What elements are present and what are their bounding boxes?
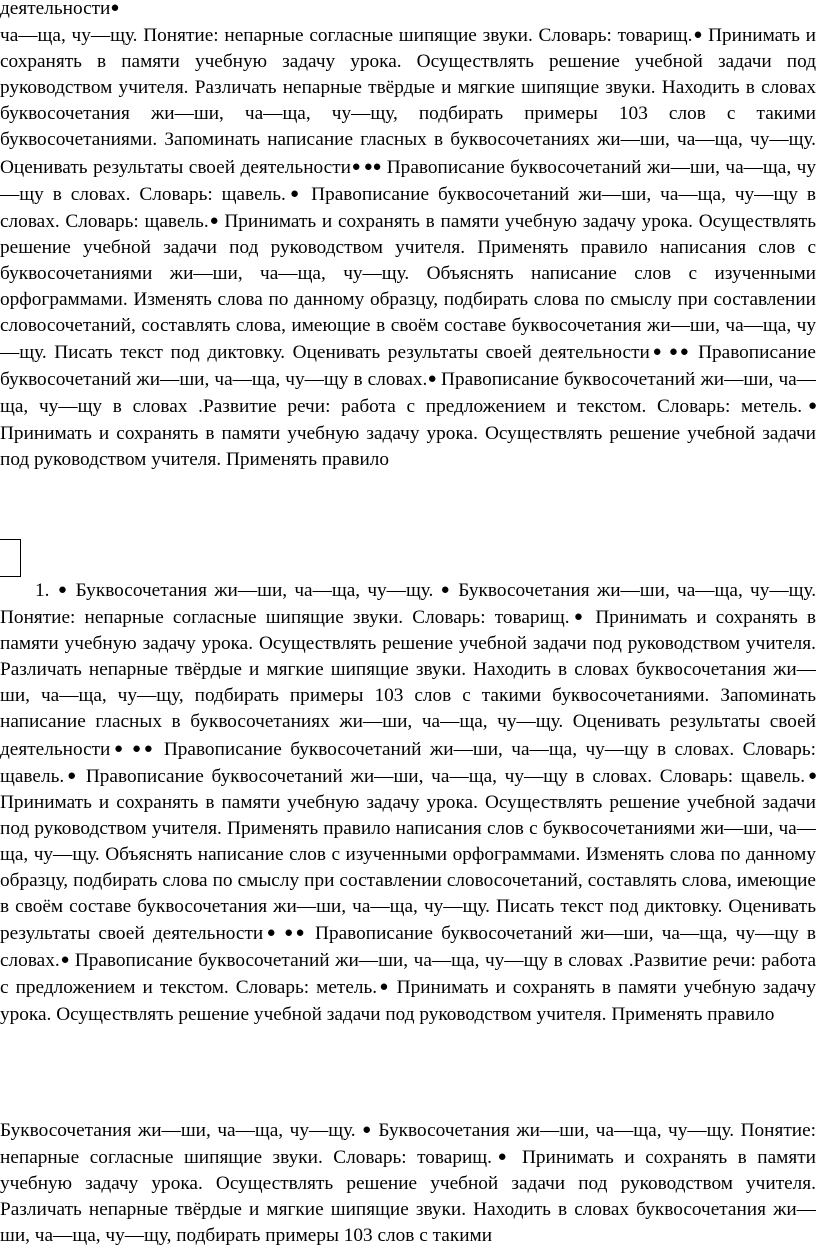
bullet-icon: ● ●● [350, 158, 382, 175]
bullet-icon: ● [377, 979, 390, 996]
text-segment: Буквосочетания жи—ши, ча—ща, чу—щу. [68, 580, 441, 601]
text-segment: Принимать и сохранять в памяти учебную задачу урока. Осуществлять решение учебной задачи под руководством учителя. Различать непарные твёрдые и мягкие шипящие звуки. Находить в словах буквосочетания жи—ши, ча—ща, чу—щу, подбирать примеры 103 слов с такими [0, 1147, 816, 1247]
bullet-icon: ● [427, 371, 436, 388]
bullet-icon: ● [59, 952, 70, 969]
text-segment: ча—ща, чу—щу. Понятие: непарные согласные шипящие звуки. Словарь: товарищ. [0, 25, 693, 47]
text-segment: Принимать и сохранять в памяти учебную задачу урока. Осуществлять решение учебной задачи под руководством учителя. Различать непарные твёрдые и мягкие шипящие звуки. Находить в словах буквосочетания жи—ши, ча—ща, чу—щу, подбирать примеры 103 слов с такими буквосочетаниями. Запоминать написание гласных в буквосочетаниях жи—ши, ча—ща, чу—щу. Оценивать результаты своей деятельности [0, 25, 816, 178]
text-segment: Правописание буквосочетаний жи—ши, ча—ща, чу—щу в словах .Развитие речи: работа с предложением и текстом. Словарь: метель. [0, 950, 816, 999]
bullet-icon: ● [208, 212, 219, 229]
text-segment: Правописание буквосочетаний жи—ши, ча—ща, чу—щу в словах. [0, 342, 816, 391]
text-segment: деятельности [0, 0, 111, 19]
text-segment: Правописание буквосочетаний жи—ши, ча—ща, чу—щу в словах. Словарь: щавель. [78, 765, 806, 787]
bullet-icon: ● [491, 1149, 512, 1166]
list-number: 1. [35, 580, 50, 601]
bullet-icon: ● [110, 0, 119, 16]
text-segment: Принимать и сохранять в памяти учебную задачу урока. Осуществлять решение учебной задачи под руководством учителя. Различать непарные твёрдые и мягкие шипящие звуки. Находить в словах буквосочетания жи—ши, ча—ща, чу—щу, подбирать примеры 103 слов с такими буквосочетаниями. Запоминать написание гласных в буквосочетаниях жи—ши, ча—ща, чу—щу. Оценивать результаты своей деятельности [0, 607, 816, 760]
text-segment: Принимать и сохранять в памяти учебную задачу урока. Осуществлять решение учебной задачи под руководством учителя. Применять правило написания слов с буквосочетаниями жи—ши, ча—ща, чу—щу. Объяснять написание слов с изученными орфограммами. Изменять слова по данному образцу, подбирать слова по смыслу при составлении словосочетаний, составлять слова, имеющие в своём составе буквосочетания жи—ши, ча—ща, чу—щу. Писать текст под диктовку. Оценивать результаты своей деятельности [0, 210, 816, 364]
text-segment: Буквосочетания жи—ши, ча—ща, чу—щу. Понятие: непарные согласные шипящие звуки. Словарь: товарищ. [0, 1120, 816, 1169]
list-item-1 [0, 577, 816, 1028]
text-segment: Принимать и сохранять в памяти учебную задачу урока. Осуществлять решение учебной задачи под руководством учителя. Применять правило написания слов с буквосочетаниями жи—ши, ча—ща, чу—щу. Объяснять написание слов с изученными орфограммами. Изменять слова по данному образцу, подбирать слова по смыслу при составлении словосочетаний, составлять слова, имеющие в своём составе буквосочетания жи—ши, ча—ща, чу—щу. Писать текст под диктовку. Оценивать результаты своей деятельности [0, 791, 816, 945]
bullet-icon: ● [362, 1122, 372, 1138]
bullet-icon: ● [802, 398, 816, 415]
bullet-icon: ● [285, 185, 303, 202]
paragraph-3 [0, 1117, 816, 1249]
bullet-icon: ● [55, 582, 69, 598]
text-segment: Принимать и сохранять в памяти учебную задачу урока. Осуществлять решение учебной задачи под руководством учителя. Применять правило [0, 422, 816, 470]
bullet-icon: ● ●● [110, 740, 156, 757]
paragraph-1 [0, 0, 816, 473]
text-segment: Буквосочетания жи—ши, ча—ща, чу—щу. [0, 1120, 363, 1141]
bullet-icon: ● ●● [649, 344, 691, 361]
bullet-icon: ● [440, 582, 452, 598]
bullet-icon: ● [569, 609, 587, 626]
bullet-icon: ● ●● [263, 925, 307, 942]
text-segment: Правописание буквосочетаний жи—ши, ча—ща, чу—щу в словах. Словарь: щавель. [0, 156, 816, 205]
bullet-icon: ● [805, 767, 816, 784]
text-segment: Правописание буквосочетаний жи—ши, ча—ща, чу—щу в словах .Развитие речи: работа с предложением и текстом. Словарь: метель. [0, 369, 816, 418]
bullet-icon: ● [64, 767, 79, 784]
text-segment: Буквосочетания жи—ши, ча—ща, чу—щу. Понятие: непарные согласные шипящие звуки. Словарь: товарищ. [0, 580, 816, 629]
text-segment: Принимать и сохранять в памяти учебную задачу урока. Осуществлять решение учебной задачи под руководством учителя. Применять правило [0, 977, 816, 1025]
text-segment: Правописание буквосочетаний жи—ши, ча—ща, чу—щу в словах. Словарь: щавель. [0, 738, 816, 787]
checkbox-box [0, 539, 21, 577]
list-item-text [0, 580, 816, 1025]
text-segment: Правописание буквосочетаний жи—ши, ча—ща, чу—щу в словах. [0, 923, 816, 972]
text-segment: Правописание буквосочетаний жи—ши, ча—ща, чу—щу в словах. Словарь: щавель. [0, 183, 816, 232]
bullet-icon: ● [692, 27, 703, 44]
